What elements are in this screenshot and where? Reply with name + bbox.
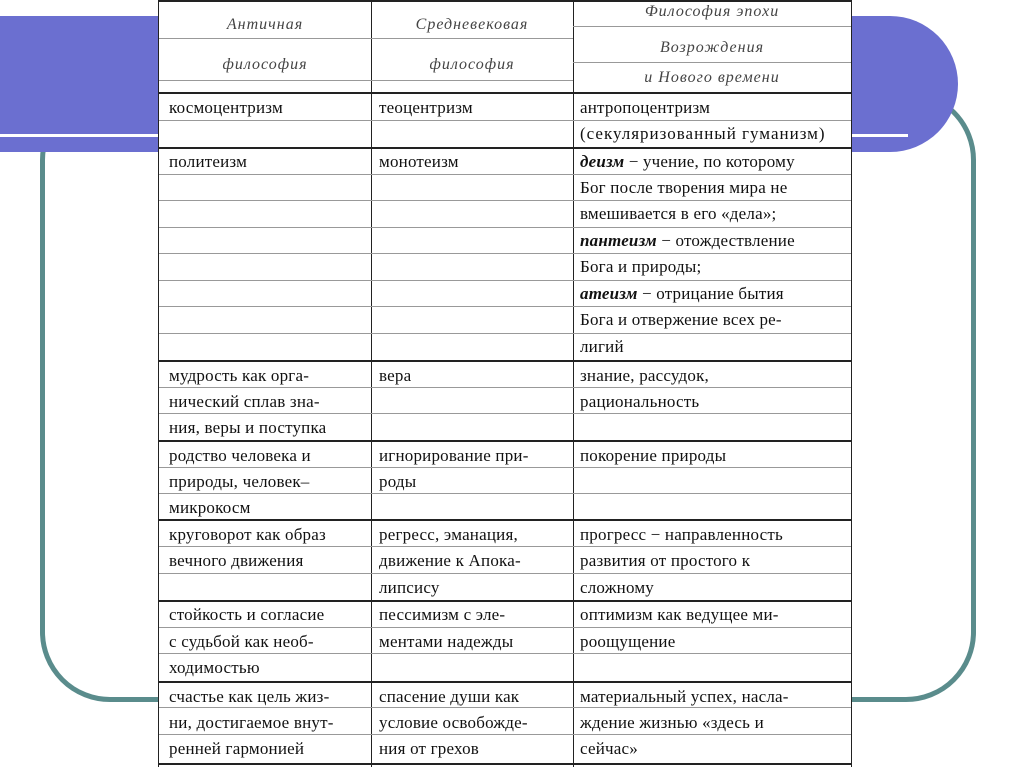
row7-col2-line1: спасение души как [379,687,520,706]
row6-col1-line2: с судьбой как необ- [169,632,314,651]
row-line [573,26,851,27]
table-border-top [159,0,851,2]
row-line [573,62,851,63]
term-atheism: атеизм [580,284,638,303]
row2-col3-line3: вмешивается в его «дела»; [580,204,777,223]
row7-col3-line2: ждение жизнью «здесь и [580,713,764,732]
row-border [159,519,851,521]
row5-col3-line3: сложному [580,578,654,597]
slide-decor-line-right [852,134,908,137]
row2-col3-line8: лигий [580,337,624,356]
term-deism: деизм [580,152,625,171]
row6-col2-line1: пессимизм с эле- [379,605,506,624]
row7-col3-line1: материальный успех, насла- [580,687,789,706]
row2-col1-line1: политеизм [169,152,248,171]
row2-col3-line7: Бога и отвержение всех ре- [580,310,782,329]
row-border [159,360,851,362]
row3-col1-line1: мудрость как орга- [169,366,310,385]
slide-decor-line-left [0,134,160,137]
row7-col1-line1: счастье как цель жиз- [169,687,330,706]
row3-col3-line1: знание, рассудок, [580,366,709,385]
row5-col3-line1: прогресс − направленность [580,525,783,544]
header-col2-line2: философия [429,56,515,73]
row6-col3-line2: роощущение [580,632,676,651]
term-pantheism-definition: − отождествление [656,231,795,250]
row2-col3-line1 [580,149,795,176]
term-pantheism: пантеизм [580,231,657,250]
column-divider [371,0,372,767]
row3-col3-line2: рациональность [580,392,700,411]
row3-col1-line3: ния, веры и поступка [169,418,327,437]
row7-col2-line3: ния от грехов [379,739,479,758]
row7-col3-line3: сейчас» [580,739,638,758]
row1-col2-line1: теоцентризм [379,98,473,117]
header-col2-line1: Средневековая [415,16,529,33]
row4-col2-line1: игнорирование при- [379,446,529,465]
slide-decor-left-bar [0,16,160,152]
header-col1-line1: Античная [226,16,304,33]
row1-col3-line2: (секуляризованный гуманизм) [580,124,826,143]
comparison-table [158,0,852,767]
row6-col3-line1: оптимизм как ведущее ми- [580,605,779,624]
row1-col3-line1: антропоцентризм [580,98,711,117]
header-col1-line2: философия [222,56,308,73]
term-deism-definition: − учение, по которому [624,152,795,171]
row1-col1-line1: космоцентризм [169,98,283,117]
row-border [159,681,851,683]
row2-col3-line4 [580,228,795,255]
row7-col2-line2: условие освобожде- [379,713,528,732]
row5-col2-line1: регресс, эманация, [379,525,518,544]
header-border [159,92,851,94]
row3-col2-line1: вера [379,366,412,385]
row6-col2-line2: ментами надежды [379,632,514,651]
row2-col3-line6 [580,281,784,308]
row5-col2-line3: липсису [379,578,440,597]
row-line [159,38,573,39]
row4-col3-line1: покорение природы [580,446,727,465]
row6-col1-line3: ходимостью [169,658,260,677]
header-col3-line2: Возрождения [659,39,765,56]
row4-col2-line2: роды [379,472,417,491]
row5-col2-line2: движение к Апока- [379,551,521,570]
row2-col3-line5: Бога и природы; [580,257,702,276]
row6-col1-line1: стойкость и согласие [169,605,325,624]
row4-col1-line2: природы, человек– [169,472,310,491]
row2-col3-line2: Бог после творения мира не [580,178,788,197]
row-line [159,80,573,81]
row5-col1-line1: круговорот как образ [169,525,326,544]
header-col3-line1: Философия эпохи [644,3,780,20]
term-atheism-definition: − отрицание бытия [637,284,784,303]
row5-col1-line2: вечного движения [169,551,304,570]
column-divider [573,0,574,767]
row4-col1-line1: родство человека и [169,446,311,465]
row5-col3-line2: развития от простого к [580,551,751,570]
header-col3-line3: и Нового времени [644,69,780,86]
row3-col1-line2: нический сплав зна- [169,392,320,411]
row4-col1-line3: микрокосм [169,498,251,517]
table-border-bottom [159,763,851,765]
row7-col1-line2: ни, достигаемое внут- [169,713,334,732]
row2-col2-line1: монотеизм [379,152,459,171]
row7-col1-line3: ренней гармонией [169,739,305,758]
